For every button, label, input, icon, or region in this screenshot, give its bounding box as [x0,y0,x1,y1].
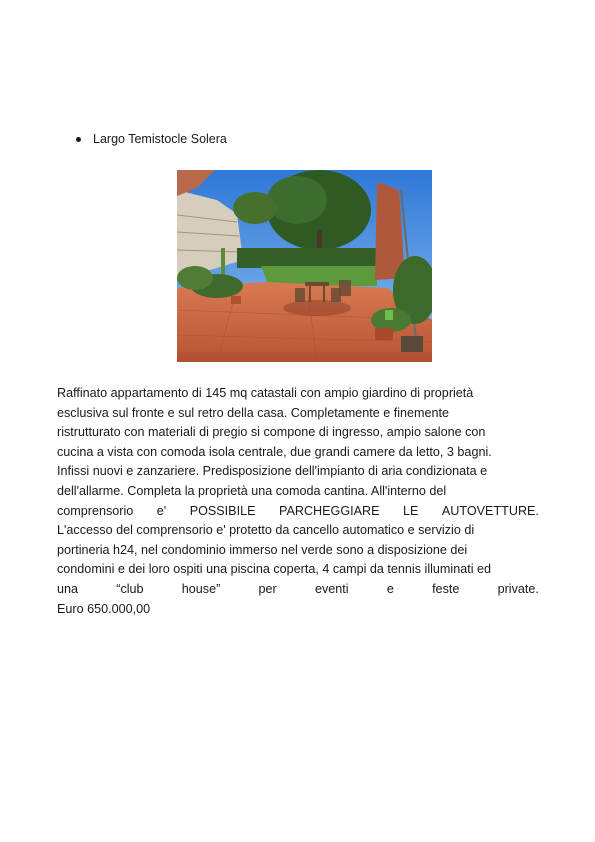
description-word: “club [116,581,144,596]
description-word: e' [156,503,167,518]
description-word: house” [181,581,221,596]
location-text: Largo Temistocle Solera [93,132,227,146]
description-word: POSSIBILE [189,503,256,518]
description-line: dell'allarme. Completa la proprietà una comoda cantina. All'interno del [57,483,447,498]
description-line: esclusiva sul fronte e sul retro della casa. Completamente e finemente [57,405,450,420]
description-line: Infissi nuovi e zanzariere. Predisposizione dell'impianto di aria condizionata e [57,464,488,479]
description-word: private. [497,581,539,596]
description-word: una [57,581,79,596]
description-line-justified [57,580,539,600]
price-text: Euro 650.000,00 [57,601,151,616]
description-word: eventi [314,581,349,596]
bullet-dot-icon [76,137,81,142]
location-bullet-list [57,130,227,148]
description-word: PARCHEGGIARE [278,503,380,518]
description-line: condomini e dei loro ospiti una piscina coperta, 4 campi da tennis illuminati ed [57,562,492,577]
description-word: LE [403,503,419,518]
description-line: portineria h24, nel condominio immerso nel verde sono a disposizione dei [57,542,468,557]
description-line-justified [57,502,539,522]
hedge [237,248,387,268]
description-word: per [258,581,277,596]
location-bullet-item [57,130,227,148]
description-line: Raffinato appartamento di 145 mq catastali con ampio giardino di proprietà [57,386,474,400]
description-word: e [386,581,394,596]
description-line: L'accesso del comprensorio e' protetto da cancello automatico e servizio di [57,523,475,538]
description-line: ristrutturato con materiali di pregio si compone di ingresso, ampio salone con [57,425,486,440]
description-word: AUTOVETTURE. [441,503,539,518]
property-description [57,384,539,619]
pine-tree [233,192,277,224]
description-line: cucina a vista con comoda isola centrale, due grandi camere da letto, 3 bagni. [57,444,492,459]
description-word: feste [432,581,460,596]
furniture-shadow [283,300,351,316]
garden-terrace-photo [177,170,432,362]
description-word: comprensorio [57,503,134,518]
